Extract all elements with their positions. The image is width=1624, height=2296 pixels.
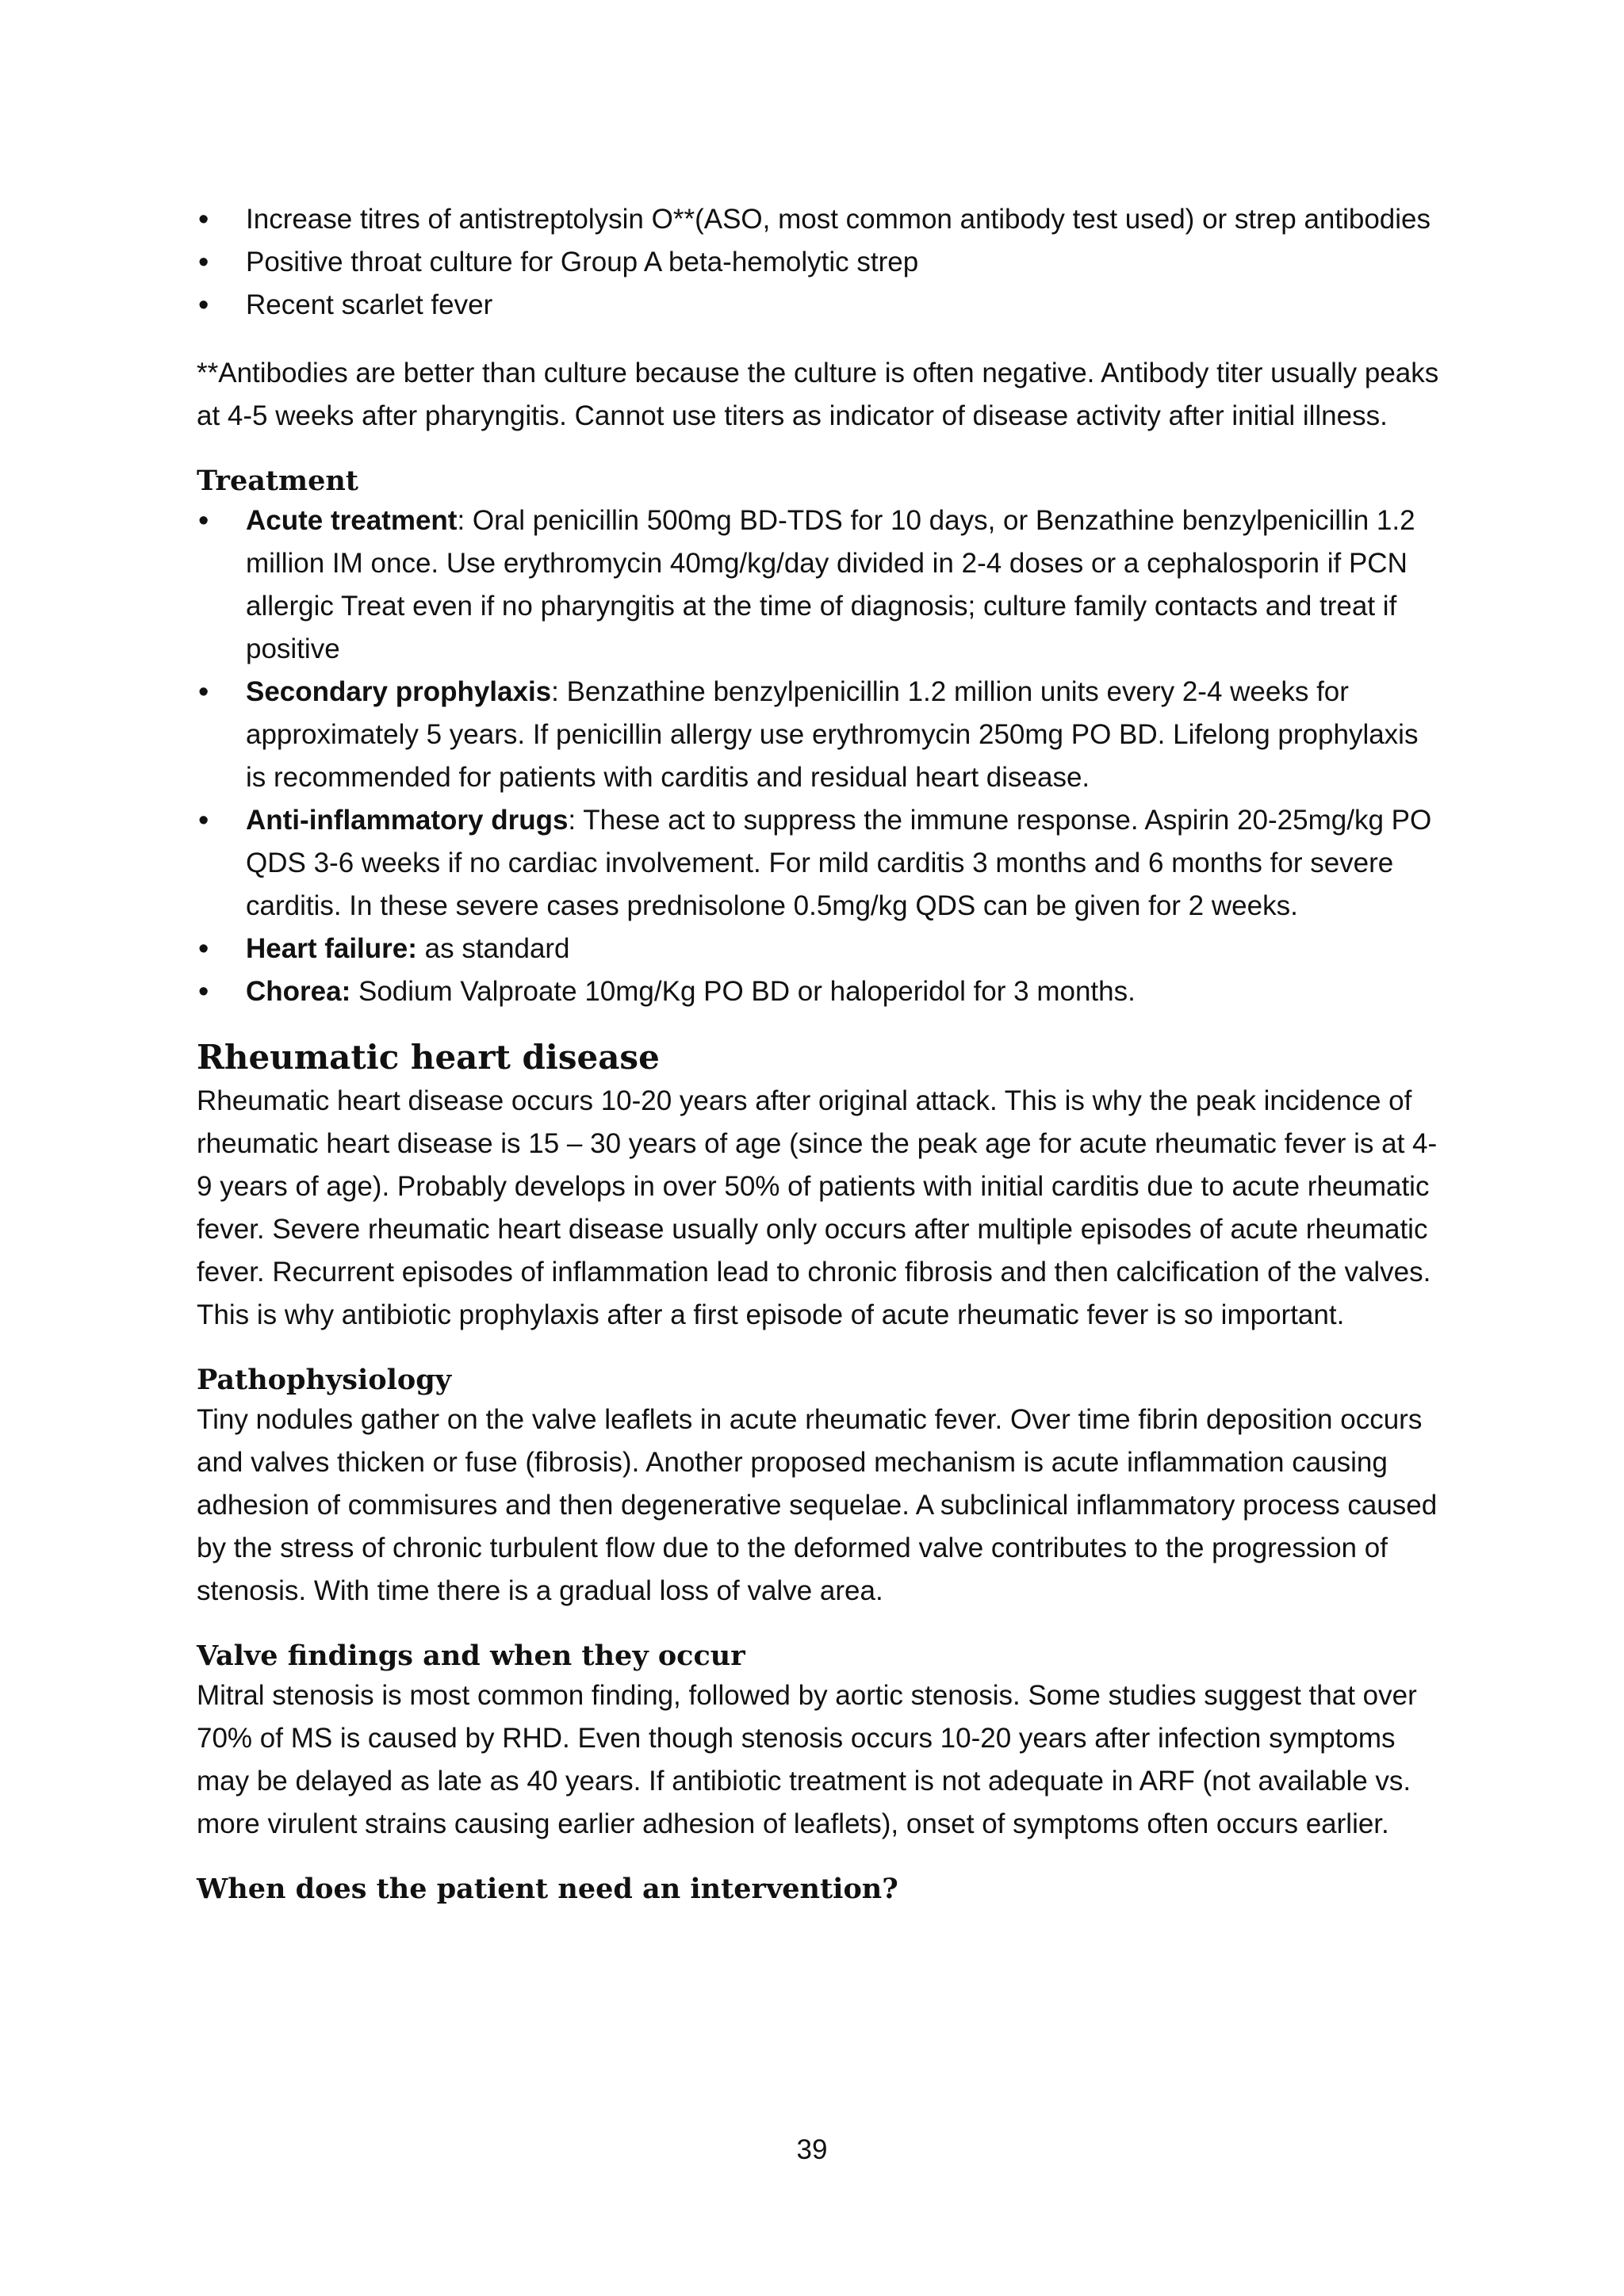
treatment-item-text: as standard (416, 933, 570, 964)
valve-findings-heading: Valve findings and when they occur (197, 1640, 745, 1672)
list-item: • Recent scarlet fever (197, 284, 1442, 327)
treatment-item-label: Heart failure: (246, 933, 417, 964)
treatment-heading: Treatment (197, 465, 358, 497)
list-item (197, 671, 1442, 799)
page-number: 39 (796, 2134, 828, 2165)
rhd-heading: Rheumatic heart disease (197, 1038, 660, 1077)
treatment-item-text: : Oral penicillin 500mg BD-TDS for 10 days, or Benzathine benzylpenicillin 1.2 million IM once. Use erythromycin 40mg/kg/day divided in 2-4 doses or a cephalosporin if PCN allergic Treat even if no pharyngitis at the time of diagnosis; culture family contacts and treat if positive (246, 505, 1415, 664)
list-item: • Increase titres of antistreptolysin O**(ASO, most common antibody test used) or strep antibodies (197, 198, 1442, 241)
treatment-item-label: Anti-inflammatory drugs (246, 805, 569, 836)
diagnosis-bullet-list (197, 198, 1442, 327)
treatment-item-label: Acute treatment (246, 505, 458, 536)
list-item (197, 970, 1442, 1013)
list-item (197, 499, 1442, 671)
list-item (197, 799, 1442, 928)
valve-findings-paragraph: Mitral stenosis is most common finding, followed by aortic stenosis. Some studies suggest that over 70% of MS is caused by RHD. Even though stenosis occurs 10-20 years after infection symptoms may be delayed as late as 40 years. If antibiotic treatment is not adequate in ARF (not available vs. more virulent strains causing earlier adhesion of leaflets), onset of symptoms often occurs earlier. (197, 1680, 1417, 1839)
treatment-item-text: : These act to suppress the immune response. Aspirin 20-25mg/kg PO QDS 3-6 weeks if no cardiac involvement. For mild carditis 3 months and 6 months for severe carditis. In these severe cases prednisolone 0.5mg/kg QDS can be given for 2 weeks. (246, 805, 1432, 921)
list-item: • Positive throat culture for Group A beta-hemolytic strep (197, 241, 1442, 284)
intervention-heading: When does the patient need an intervention? (197, 1873, 898, 1905)
treatment-item-label: Secondary prophylaxis (246, 676, 552, 707)
rhd-paragraph: Rheumatic heart disease occurs 10-20 years after original attack. This is why the peak incidence of rheumatic heart disease is 15 – 30 years of age (since the peak age for acute rheumatic fever is at 4-9 years of age). Probably develops in over 50% of patients with initial carditis due to acute rheumatic fever. Severe rheumatic heart disease usually only occurs after multiple episodes of acute rheumatic fever. Recurrent episodes of inflammation lead to chronic fibrosis and then calcification of the valves. This is why antibiotic prophylaxis after a first episode of acute rheumatic fever is so important. (197, 1085, 1438, 1330)
pathophysiology-heading: Pathophysiology (197, 1364, 452, 1396)
treatment-bullet-list (197, 499, 1442, 1013)
pathophysiology-paragraph: Tiny nodules gather on the valve leaflets in acute rheumatic fever. Over time fibrin deposition occurs and valves thicken or fuse (fibrosis). Another proposed mechanism is acute inflammation causing adhesion of commisures and then degenerative sequelae. A subclinical inflammatory process caused by the stress of chronic turbulent flow due to the deformed valve contributes to the progression of stenosis. With time there is a gradual loss of valve area. (197, 1404, 1438, 1606)
treatment-item-text: Sodium Valproate 10mg/Kg PO BD or haloperidol for 3 months. (350, 976, 1136, 1007)
document-page (197, 198, 1442, 1908)
antibody-note: **Antibodies are better than culture because the culture is often negative. Antibody titer usually peaks at 4-5 weeks after pharyngitis. Cannot use titers as indicator of disease activity after initial illness. (197, 358, 1439, 431)
list-item (197, 928, 1442, 970)
treatment-item-text: : Benzathine benzylpenicillin 1.2 million units every 2-4 weeks for approximately 5 years. If penicillin allergy use erythromycin 250mg PO BD. Lifelong prophylaxis is recommended for patients with carditis and residual heart disease. (246, 676, 1419, 793)
treatment-item-label: Chorea: (246, 976, 351, 1007)
